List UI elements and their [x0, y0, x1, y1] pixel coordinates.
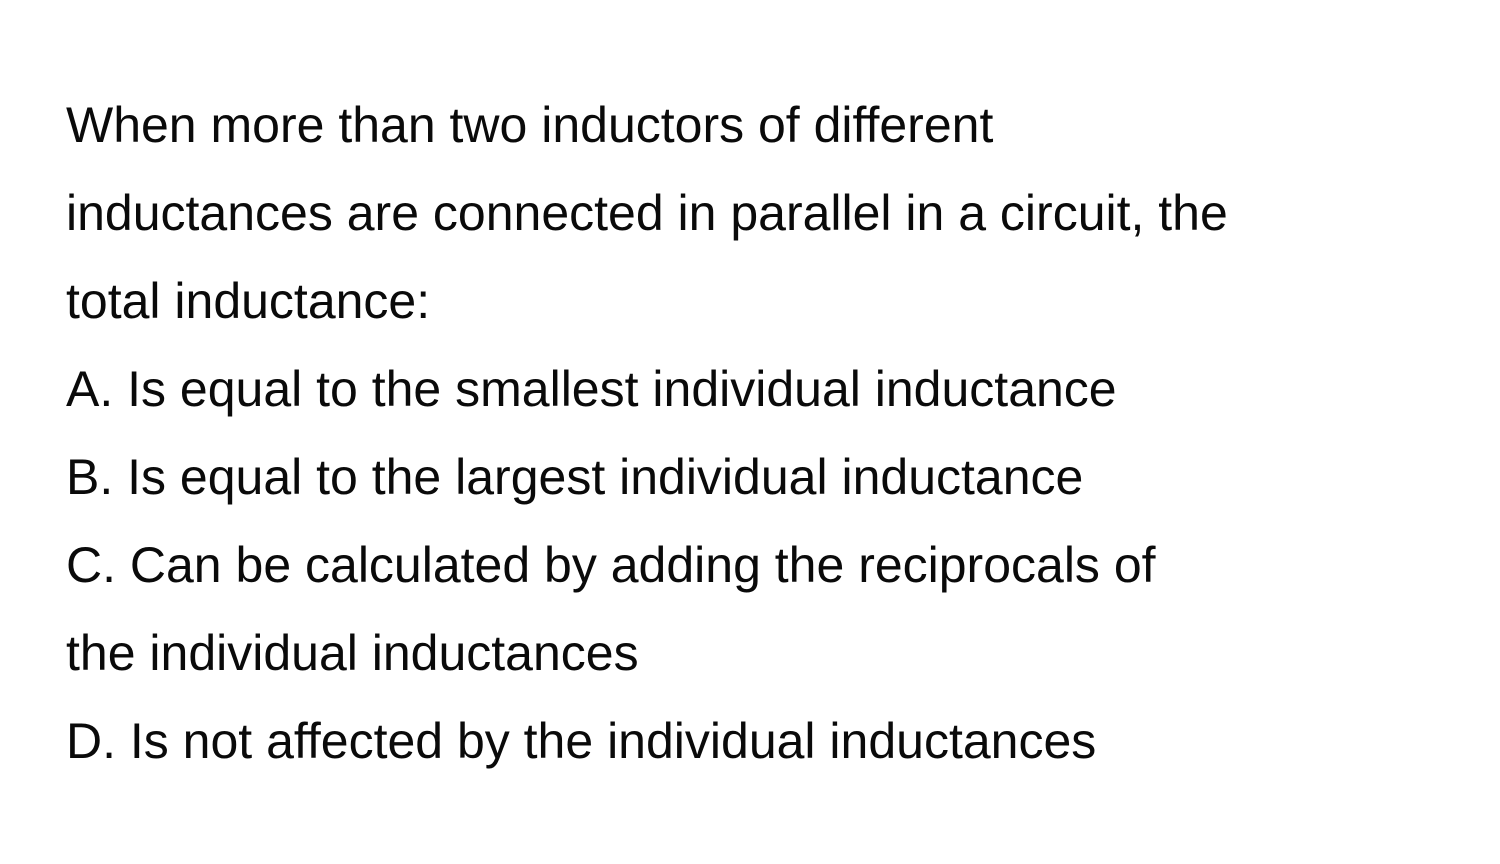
option-d-text: D. Is not affected by the individual inductances — [66, 713, 1097, 769]
option-a — [66, 345, 1466, 433]
option-c — [66, 521, 1466, 697]
option-b-text: B. Is equal to the largest individual inductance — [66, 449, 1084, 505]
option-b — [66, 433, 1466, 521]
question-stem — [66, 81, 1466, 345]
question-line: inductances are connected in parallel in a circuit, the — [66, 185, 1228, 241]
answer-options — [66, 345, 1466, 785]
option-c-text-line-1: C. Can be calculated by adding the reciprocals of — [66, 537, 1156, 593]
option-a-text: A. Is equal to the smallest individual inductance — [66, 361, 1117, 417]
option-c-text-line-2: the individual inductances — [66, 625, 639, 681]
question-block — [66, 81, 1466, 785]
question-line: When more than two inductors of different — [66, 97, 994, 153]
option-d — [66, 697, 1466, 785]
question-line: total inductance: — [66, 273, 431, 329]
